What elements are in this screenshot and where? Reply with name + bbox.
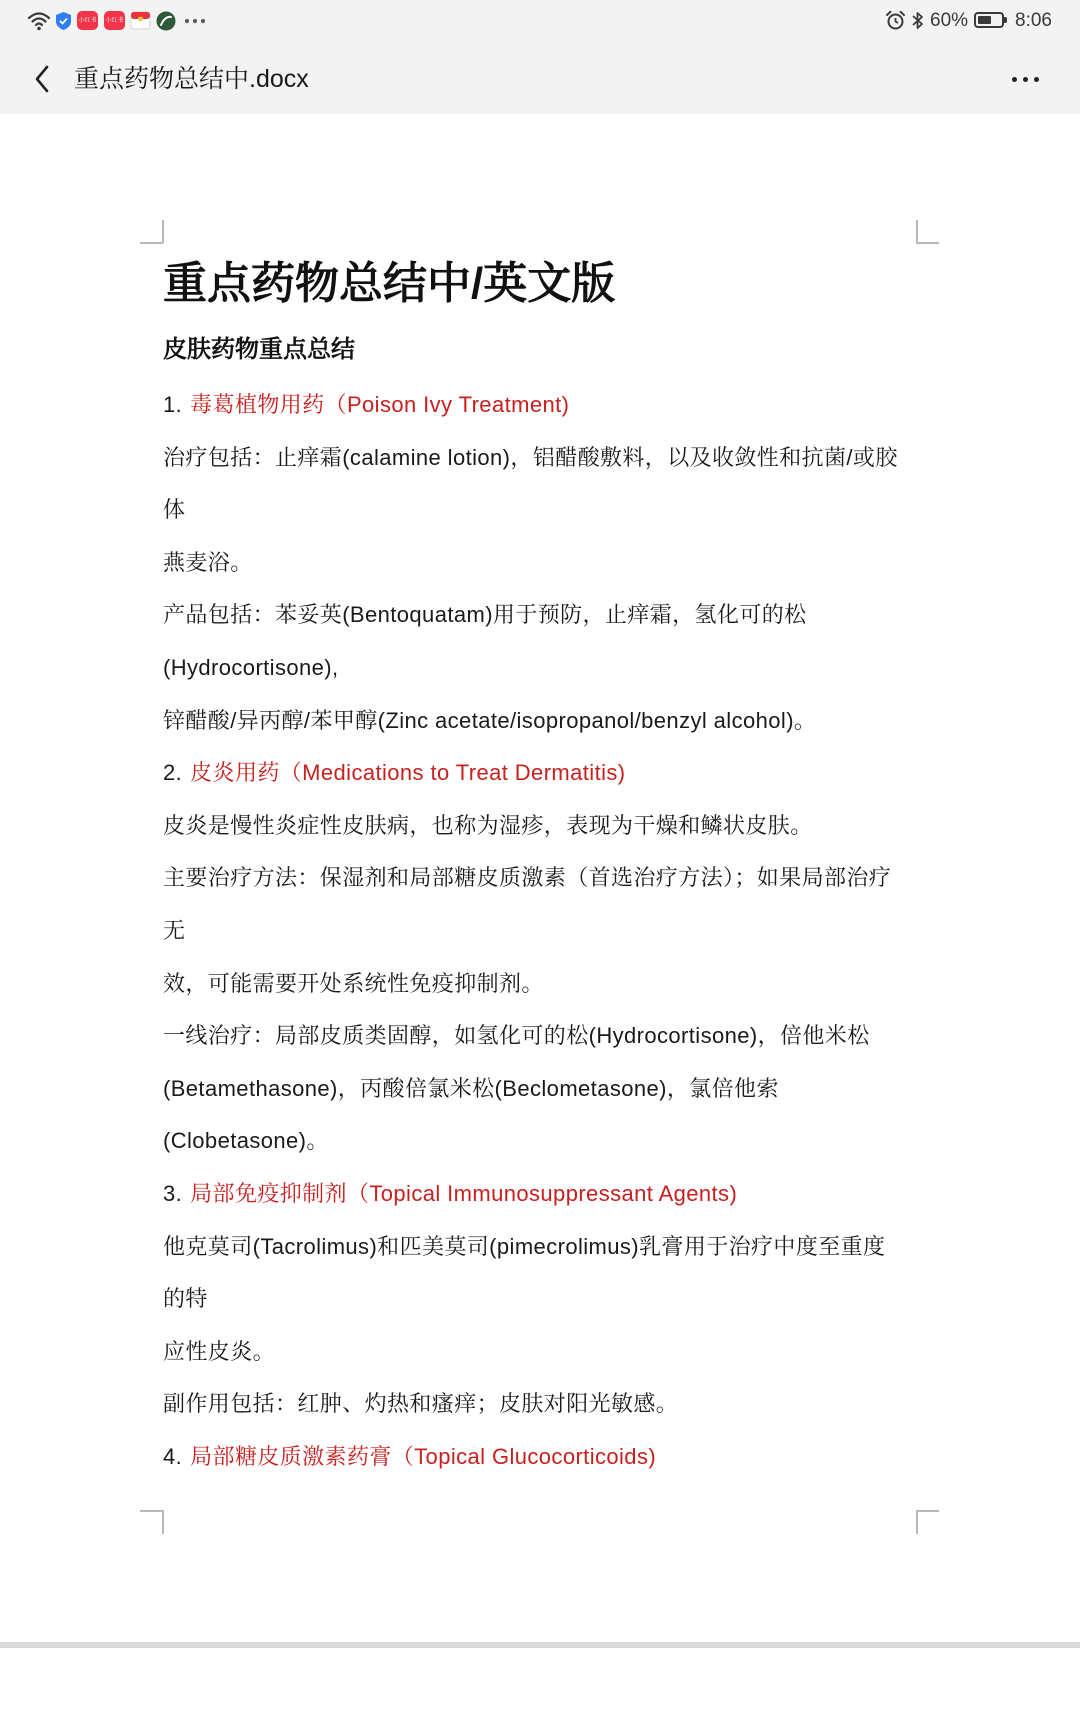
body-line: 副作用包括：红肿、灼热和瘙痒；皮肤对阳光敏感。 (163, 1391, 679, 1417)
body-line: 应性皮炎。 (163, 1338, 276, 1364)
body-line: (Betamethasone)，丙酸倍氯米松(Beclometasone)，氯倍他索 (163, 1075, 779, 1101)
body-line: 他克莫司(Tacrolimus)和匹美莫司(pimecrolimus)乳膏用于治疗中度至重度 (163, 1233, 886, 1259)
page-separator (0, 1642, 1080, 1648)
document-body (163, 379, 1063, 1483)
more-notifications-icon (185, 19, 205, 23)
page-corner-mark (140, 242, 163, 244)
battery-icon (974, 12, 1004, 28)
clock-time: 8:06 (1015, 10, 1052, 31)
section-heading (163, 1431, 1063, 1484)
section-heading-text: 局部糖皮质激素药膏（Topical Glucocorticoids) (190, 1443, 657, 1469)
alarm-icon (885, 10, 906, 31)
top-bar (0, 0, 1080, 114)
page-corner-mark (916, 1510, 939, 1512)
document-file-name: 重点药物总结中.docx (74, 65, 309, 93)
wifi-icon (27, 11, 51, 31)
section-heading (163, 1168, 1063, 1221)
green-app-icon (156, 11, 176, 31)
body-line: 燕麦浴。 (163, 549, 253, 575)
back-chevron-icon (34, 65, 50, 93)
section-heading-text: 局部免疫抑制剂（Topical Immunosuppressant Agents) (190, 1180, 738, 1206)
body-line: 的特 (163, 1286, 208, 1312)
body-line: (Clobetasone)。 (163, 1128, 329, 1154)
section-heading-text: 皮炎用药（Medications to Treat Dermatitis) (190, 760, 626, 786)
body-line: 皮炎是慢性炎症性皮肤病，也称为湿疹，表现为干燥和鳞状皮肤。 (163, 812, 813, 838)
document-title: 重点药物总结中/英文版 (163, 259, 616, 308)
back-button[interactable] (24, 56, 60, 102)
more-options-button[interactable] (1004, 62, 1044, 96)
more-horizontal-icon (1012, 77, 1039, 82)
body-line: 效，可能需要开处系统性免疫抑制剂。 (163, 970, 544, 996)
bluetooth-icon (911, 10, 925, 31)
envelope-icon (130, 11, 151, 30)
page-corner-mark (162, 1510, 164, 1534)
body-line: 治疗包括：止痒霜(calamine lotion)，铝醋酸敷料，以及收敛性和抗菌/或胶 (163, 444, 898, 470)
page-corner-mark (162, 220, 164, 243)
body-line: 主要治疗方法：保湿剂和局部糖皮质激素（首选治疗方法）；如果局部治疗 (163, 865, 892, 891)
section-heading (163, 747, 1063, 800)
section-number: 2. (163, 760, 183, 786)
body-line: 体 (163, 497, 186, 523)
section-heading (163, 379, 1063, 432)
section-number: 1. (163, 392, 183, 417)
section-number: 4. (163, 1443, 183, 1469)
body-line: 一线治疗：局部皮质类固醇，如氢化可的松(Hydrocortisone)，倍他米松 (163, 1023, 870, 1049)
shield-icon (55, 11, 72, 31)
body-line: 无 (163, 917, 186, 943)
body-line: (Hydrocortisone), (163, 654, 339, 680)
xiaohongshu-icon: 小红书 (77, 11, 98, 30)
body-line: 产品包括：苯妥英(Bentoquatam)用于预防，止痒霜，氢化可的松 (163, 602, 807, 628)
page-corner-mark (140, 1510, 163, 1512)
section-number: 3. (163, 1180, 183, 1206)
battery-percent: 60% (930, 10, 969, 31)
body-line: 锌醋酸/异丙醇/苯甲醇(Zinc acetate/isopropanol/benzyl alcohol)。 (163, 707, 817, 733)
section-heading-text: 毒葛植物用药（Poison Ivy Treatment) (190, 392, 570, 417)
xiaohongshu-icon: 小红书 (104, 11, 125, 30)
page-corner-mark (916, 242, 939, 244)
document-subtitle: 皮肤药物重点总结 (163, 336, 355, 363)
page-corner-mark (916, 1510, 918, 1534)
battery-level-fill (978, 16, 991, 24)
page-corner-mark (916, 220, 918, 243)
